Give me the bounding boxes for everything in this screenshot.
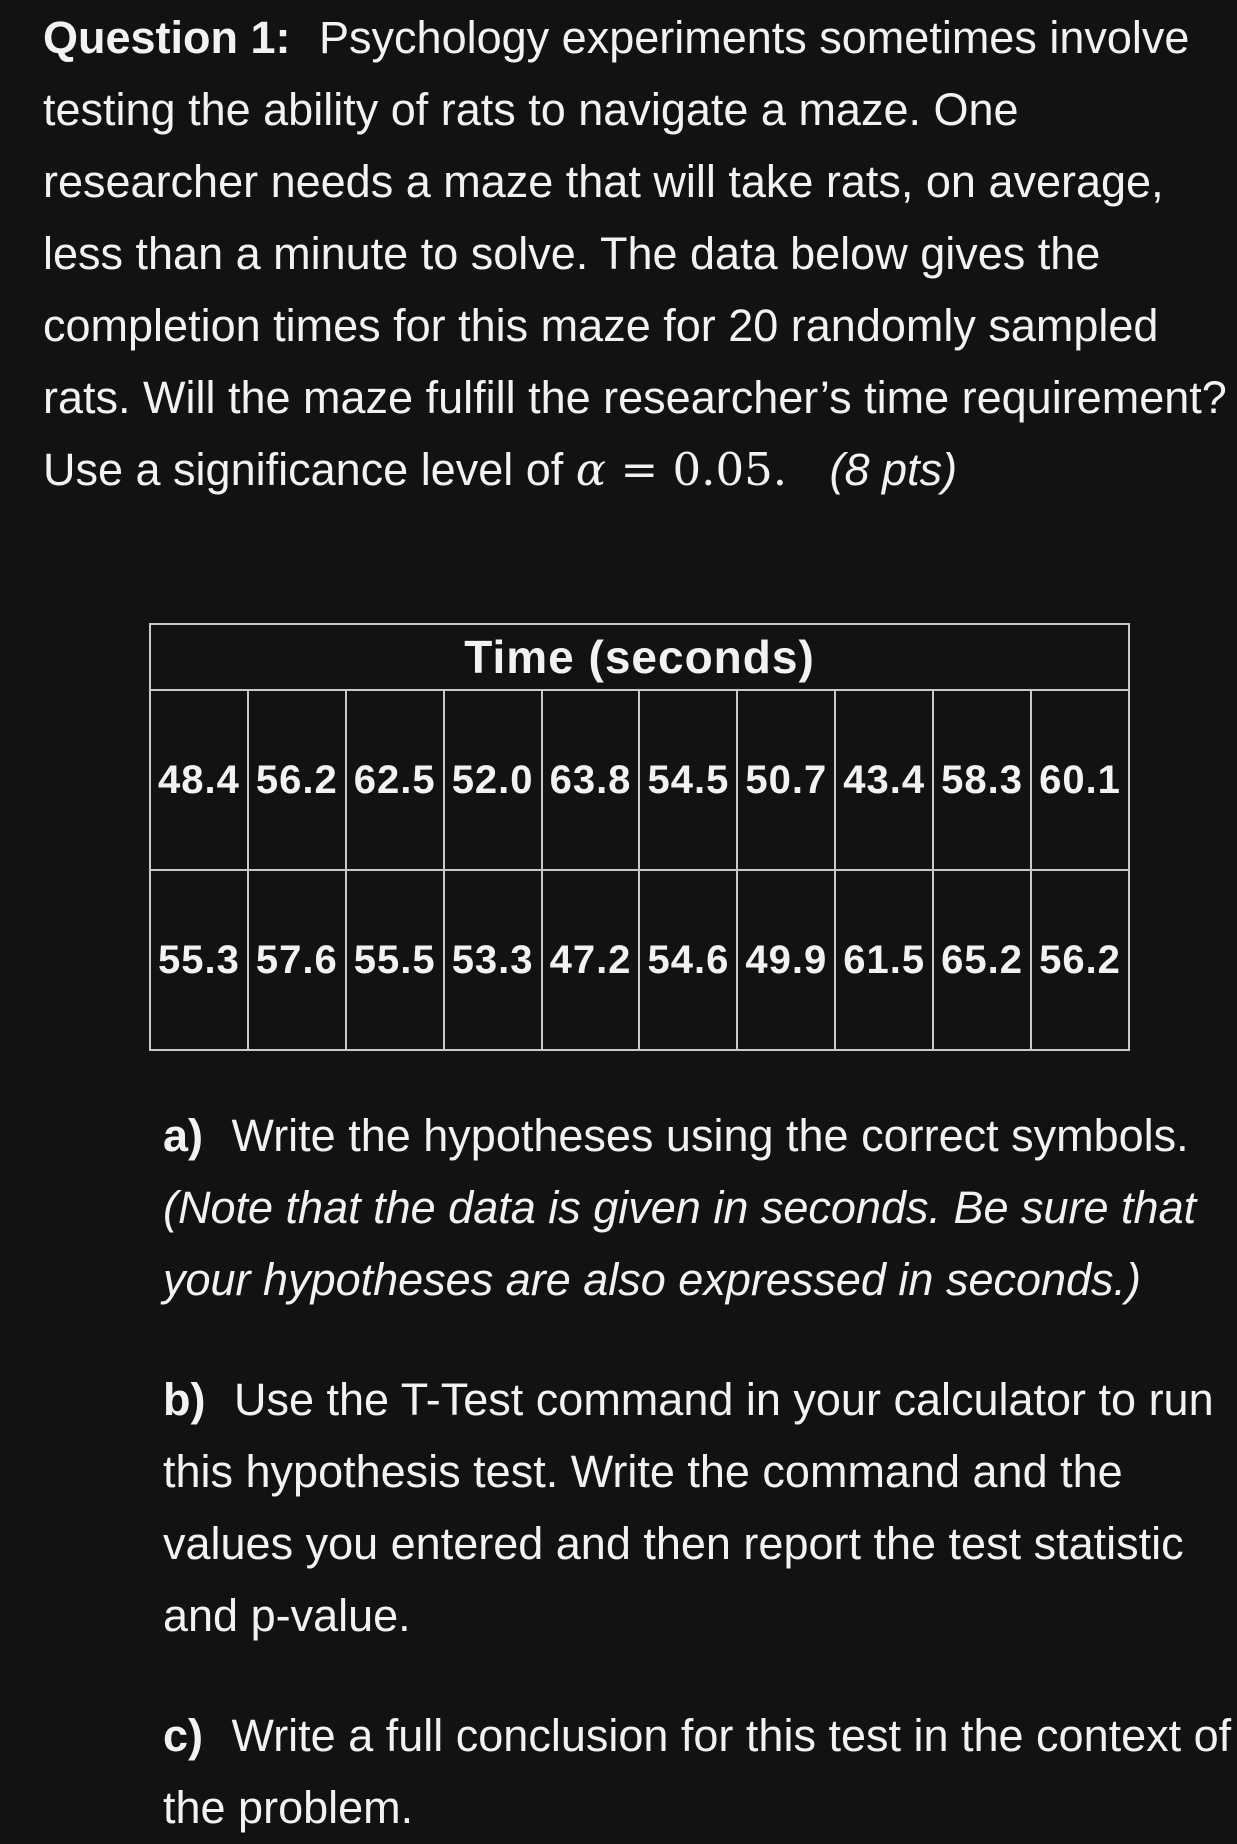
- question-1: [43, 2, 1228, 506]
- table-cell: 50.7: [737, 690, 835, 870]
- equals-sign: =: [620, 443, 659, 496]
- table-cell: 65.2: [933, 870, 1031, 1050]
- part-a-note: (Note that the data is given in seconds. Be sure that your hypotheses are also expressed in seconds.): [163, 1182, 1197, 1305]
- part-b: [163, 1364, 1233, 1652]
- table-cell: 63.8: [542, 690, 640, 870]
- table-cell: 49.9: [737, 870, 835, 1050]
- table-header: Time (seconds): [150, 624, 1129, 690]
- table-row: [150, 690, 1129, 870]
- table-row: [150, 870, 1129, 1050]
- table-cell: 56.2: [248, 690, 346, 870]
- table-cell: 60.1: [1031, 690, 1129, 870]
- table-cell: 55.5: [346, 870, 444, 1050]
- part-c-label: c): [163, 1710, 204, 1761]
- part-a-text: Write the hypotheses using the correct symbols.: [231, 1110, 1189, 1161]
- data-table: [149, 623, 1130, 1051]
- table-cell: 62.5: [346, 690, 444, 870]
- table-cell: 56.2: [1031, 870, 1129, 1050]
- table-cell: 54.6: [639, 870, 737, 1050]
- table-cell: 58.3: [933, 690, 1031, 870]
- points-value: (8 pts): [829, 444, 958, 495]
- part-c-text: Write a full conclusion for this test in the context of the problem.: [163, 1710, 1232, 1833]
- table-cell: 61.5: [835, 870, 933, 1050]
- question-text: Psychology experiments sometimes involve testing the ability of rats to navigate a maze. One researcher needs a maze that will take rats, on average, less than a minute to solve. The data below gives the completion times for this maze for 20 randomly sampled rats. Will the maze fulfill the researcher’s time requirement? Use a significance level of: [43, 12, 1227, 495]
- table-cell: 55.3: [150, 870, 248, 1050]
- table-cell: 52.0: [444, 690, 542, 870]
- table-cell: 54.5: [639, 690, 737, 870]
- part-a-label: a): [163, 1110, 204, 1161]
- question-label: Question 1:: [43, 12, 291, 63]
- alpha-value: 0.05.: [672, 443, 788, 496]
- part-c: [163, 1700, 1233, 1844]
- part-b-text: Use the T-Test command in your calculator to run this hypothesis test. Write the command and the values you entered and then report the test statistic and p-value.: [163, 1374, 1214, 1641]
- table-cell: 53.3: [444, 870, 542, 1050]
- table-cell: 48.4: [150, 690, 248, 870]
- part-b-label: b): [163, 1374, 206, 1425]
- table-cell: 47.2: [542, 870, 640, 1050]
- part-a: [163, 1100, 1233, 1316]
- table-cell: 43.4: [835, 690, 933, 870]
- table-cell: 57.6: [248, 870, 346, 1050]
- significance-level: [576, 443, 787, 496]
- alpha-symbol: α: [575, 443, 607, 496]
